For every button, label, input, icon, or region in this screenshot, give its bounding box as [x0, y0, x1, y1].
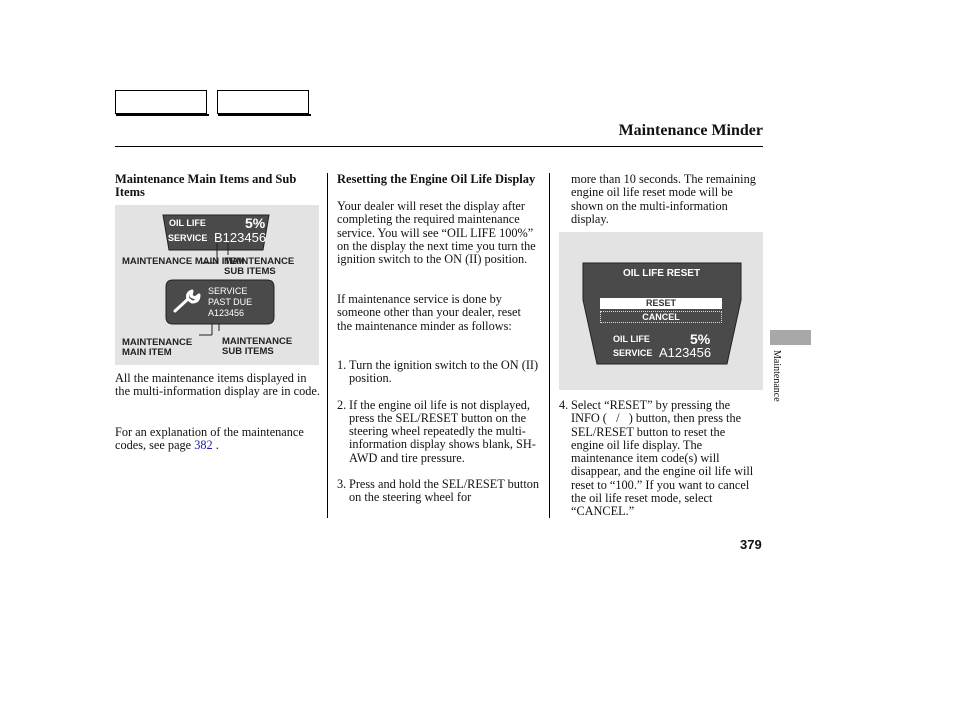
reset-service-code: A123456 — [659, 345, 712, 360]
page-number: 379 — [740, 537, 762, 552]
wrench-icon — [172, 289, 202, 315]
step-4 — [559, 399, 759, 519]
step-1-num: 1. — [337, 358, 347, 372]
display2-text — [208, 286, 252, 319]
right-para-continued: more than 10 seconds. The remaining engine oil life reset mode will be shown on the multi-information display. — [571, 172, 756, 226]
label-main-item-1: MAINTENANCE MAIN ITEM — [122, 256, 245, 267]
nav-box-previous[interactable] — [115, 90, 207, 114]
oil-life-reset-figure — [559, 232, 763, 390]
display1-service-label: SERVICE — [168, 233, 208, 243]
display1-oil-life-label: OIL LIFE — [169, 218, 206, 228]
nav-box-next[interactable] — [217, 90, 309, 114]
title-rule — [115, 146, 763, 147]
step-4-num: 4. — [559, 398, 569, 412]
display1-service-code: B123456 — [214, 230, 267, 245]
step-4-item — [559, 399, 759, 519]
column-divider-1 — [327, 173, 328, 518]
section-tab — [770, 330, 811, 345]
reset-oil-life-value: 5% — [690, 331, 711, 347]
reset-oil-life-label: OIL LIFE — [613, 334, 650, 344]
column-divider-2 — [549, 173, 550, 518]
left-para-1: All the maintenance items displayed in the multi-information display are in code. — [115, 371, 320, 399]
maintenance-items-figure — [115, 205, 319, 365]
reset-title: OIL LIFE RESET — [623, 268, 701, 279]
display2-line3: A123456 — [208, 308, 245, 318]
left-para-2 — [115, 426, 320, 453]
step-3-text: Press and hold the SEL/RESET button on the steering wheel for — [349, 477, 540, 505]
left-para-2-end: . — [212, 438, 219, 453]
step-list — [337, 359, 542, 505]
page-title: Maintenance Minder — [618, 122, 763, 139]
step-3-num: 3. — [337, 477, 347, 492]
label-sub-items-2: MAINTENANCE SUB ITEMS — [222, 336, 293, 357]
reset-service-label: SERVICE — [613, 348, 653, 358]
display1-oil-life-value: 5% — [245, 215, 266, 231]
cancel-option[interactable]: CANCEL — [600, 311, 722, 323]
reset-option[interactable]: RESET — [600, 298, 722, 309]
display2-line2: PAST DUE — [208, 297, 253, 307]
label-main-item-2: MAINTENANCE MAIN ITEM — [122, 337, 193, 358]
page-link-382[interactable]: 382 — [194, 438, 213, 453]
step-3 — [337, 478, 542, 505]
step-2 — [337, 399, 542, 465]
step-1-text: Turn the ignition switch to the ON (II) position. — [349, 358, 539, 386]
middle-heading: Resetting the Engine Oil Life Display — [337, 172, 536, 186]
middle-para-2: If maintenance service is done by someone other than your dealer, reset the maintenance minder as follows: — [337, 292, 521, 333]
label-sub-items-1: MAINTENANCE SUB ITEMS — [224, 256, 295, 277]
step-1 — [337, 359, 542, 386]
step-2-text: If the engine oil life is not displayed, press the SEL/RESET button on the steering wheel repeatedly the multi-information display shows blank, SH-AWD and tire pressure. — [349, 397, 536, 465]
section-label: Maintenance — [771, 350, 782, 402]
middle-para-1: Your dealer will reset the display after completing the required maintenance service. You will see “OIL LIFE 100%” on the display the next time you turn the ignition switch to the ON (II) position. — [337, 199, 536, 267]
left-para-2-text: For an explanation of the maintenance codes, see page — [115, 425, 304, 453]
display2-line1: SERVICE — [208, 286, 248, 296]
step-2-num: 2. — [337, 397, 347, 412]
left-heading: Maintenance Main Items and Sub Items — [115, 172, 297, 199]
step-4-text: Select “RESET” by pressing the INFO ( / ) button, then press the SEL/RESET button to reset the engine oil life display. The maintenance item code(s) will disappear, and the engine oil life will reset to “100.” If you want to cancel the oil life reset mode, select “CANCEL.” — [571, 398, 754, 519]
